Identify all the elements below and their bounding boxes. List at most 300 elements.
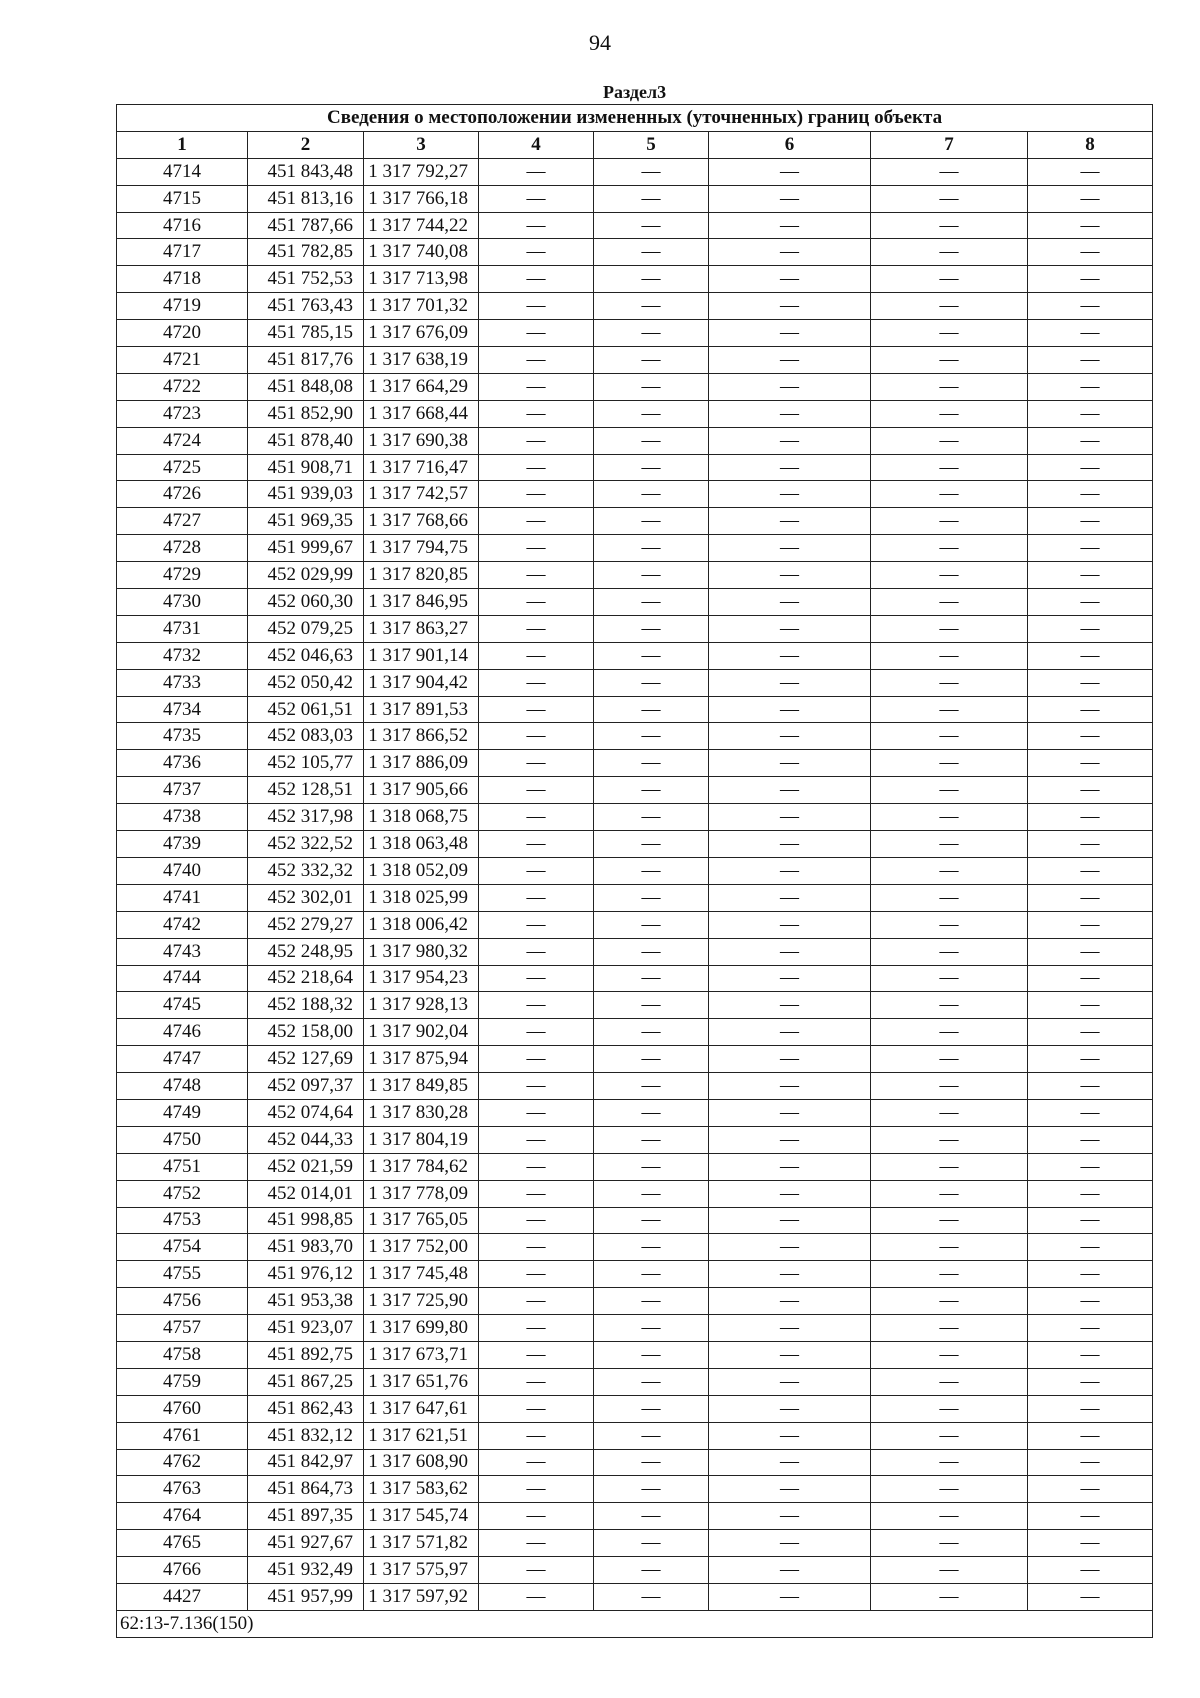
empty-dash-cell: —: [709, 1368, 871, 1395]
empty-dash-cell: —: [594, 158, 709, 185]
y-coordinate-cell: 1 317 830,28: [364, 1099, 479, 1126]
empty-dash-cell: —: [479, 508, 594, 535]
empty-dash-cell: —: [871, 400, 1028, 427]
empty-dash-cell: —: [871, 1207, 1028, 1234]
table-row: [117, 911, 1153, 938]
y-coordinate-cell: 1 317 792,27: [364, 158, 479, 185]
empty-dash-cell: —: [594, 615, 709, 642]
y-coordinate-cell: 1 317 638,19: [364, 347, 479, 374]
empty-dash-cell: —: [871, 1557, 1028, 1584]
y-coordinate-cell: 1 317 725,90: [364, 1288, 479, 1315]
empty-dash-cell: —: [709, 1341, 871, 1368]
table-row: [117, 1180, 1153, 1207]
point-number-cell: 4722: [117, 373, 248, 400]
empty-dash-cell: —: [479, 1449, 594, 1476]
empty-dash-cell: —: [871, 1234, 1028, 1261]
point-number-cell: 4737: [117, 777, 248, 804]
x-coordinate-cell: 452 061,51: [248, 696, 364, 723]
empty-dash-cell: —: [479, 1395, 594, 1422]
column-header: 2: [248, 131, 364, 158]
y-coordinate-cell: 1 318 068,75: [364, 804, 479, 831]
table-row: [117, 696, 1153, 723]
x-coordinate-cell: 451 832,12: [248, 1422, 364, 1449]
empty-dash-cell: —: [709, 1153, 871, 1180]
point-number-cell: 4764: [117, 1503, 248, 1530]
x-coordinate-cell: 452 014,01: [248, 1180, 364, 1207]
empty-dash-cell: —: [871, 212, 1028, 239]
table-row: [117, 185, 1153, 212]
point-number-cell: 4735: [117, 723, 248, 750]
y-coordinate-cell: 1 317 866,52: [364, 723, 479, 750]
table-row: [117, 212, 1153, 239]
empty-dash-cell: —: [479, 857, 594, 884]
empty-dash-cell: —: [479, 185, 594, 212]
empty-dash-cell: —: [871, 750, 1028, 777]
empty-dash-cell: —: [871, 1530, 1028, 1557]
empty-dash-cell: —: [479, 777, 594, 804]
empty-dash-cell: —: [1028, 723, 1153, 750]
empty-dash-cell: —: [1028, 669, 1153, 696]
column-header: 7: [871, 131, 1028, 158]
empty-dash-cell: —: [871, 1449, 1028, 1476]
point-number-cell: 4755: [117, 1261, 248, 1288]
empty-dash-cell: —: [479, 481, 594, 508]
x-coordinate-cell: 451 864,73: [248, 1476, 364, 1503]
empty-dash-cell: —: [1028, 750, 1153, 777]
x-coordinate-cell: 452 083,03: [248, 723, 364, 750]
empty-dash-cell: —: [479, 696, 594, 723]
empty-dash-cell: —: [1028, 508, 1153, 535]
point-number-cell: 4730: [117, 589, 248, 616]
x-coordinate-cell: 451 953,38: [248, 1288, 364, 1315]
empty-dash-cell: —: [479, 239, 594, 266]
empty-dash-cell: —: [479, 347, 594, 374]
point-number-cell: 4746: [117, 1019, 248, 1046]
table-row: [117, 293, 1153, 320]
table-row: [117, 373, 1153, 400]
empty-dash-cell: —: [479, 1046, 594, 1073]
empty-dash-cell: —: [1028, 1583, 1153, 1610]
empty-dash-cell: —: [594, 347, 709, 374]
empty-dash-cell: —: [594, 831, 709, 858]
empty-dash-cell: —: [709, 239, 871, 266]
table-row: [117, 1207, 1153, 1234]
y-coordinate-cell: 1 317 766,18: [364, 185, 479, 212]
empty-dash-cell: —: [1028, 400, 1153, 427]
empty-dash-cell: —: [594, 1476, 709, 1503]
empty-dash-cell: —: [709, 723, 871, 750]
empty-dash-cell: —: [479, 669, 594, 696]
empty-dash-cell: —: [871, 1341, 1028, 1368]
empty-dash-cell: —: [594, 239, 709, 266]
table-row: [117, 481, 1153, 508]
empty-dash-cell: —: [709, 938, 871, 965]
empty-dash-cell: —: [1028, 589, 1153, 616]
point-number-cell: 4723: [117, 400, 248, 427]
empty-dash-cell: —: [709, 615, 871, 642]
x-coordinate-cell: 451 998,85: [248, 1207, 364, 1234]
empty-dash-cell: —: [594, 857, 709, 884]
empty-dash-cell: —: [871, 669, 1028, 696]
table-row: [117, 1126, 1153, 1153]
y-coordinate-cell: 1 317 954,23: [364, 965, 479, 992]
y-coordinate-cell: 1 317 668,44: [364, 400, 479, 427]
x-coordinate-cell: 452 060,30: [248, 589, 364, 616]
table-row: [117, 266, 1153, 293]
empty-dash-cell: —: [594, 1368, 709, 1395]
empty-dash-cell: —: [871, 347, 1028, 374]
empty-dash-cell: —: [709, 481, 871, 508]
y-coordinate-cell: 1 317 794,75: [364, 535, 479, 562]
y-coordinate-cell: 1 317 784,62: [364, 1153, 479, 1180]
point-number-cell: 4754: [117, 1234, 248, 1261]
empty-dash-cell: —: [871, 1583, 1028, 1610]
empty-dash-cell: —: [709, 1019, 871, 1046]
point-number-cell: 4720: [117, 320, 248, 347]
empty-dash-cell: —: [871, 938, 1028, 965]
empty-dash-cell: —: [479, 427, 594, 454]
table-row: [117, 938, 1153, 965]
point-number-cell: 4748: [117, 1073, 248, 1100]
empty-dash-cell: —: [1028, 804, 1153, 831]
empty-dash-cell: —: [709, 1180, 871, 1207]
table-row: [117, 1449, 1153, 1476]
point-number-cell: 4739: [117, 831, 248, 858]
table-row: [117, 1583, 1153, 1610]
empty-dash-cell: —: [1028, 293, 1153, 320]
empty-dash-cell: —: [871, 1261, 1028, 1288]
y-coordinate-cell: 1 317 647,61: [364, 1395, 479, 1422]
x-coordinate-cell: 451 842,97: [248, 1449, 364, 1476]
empty-dash-cell: —: [709, 562, 871, 589]
empty-dash-cell: —: [479, 1422, 594, 1449]
y-coordinate-cell: 1 317 740,08: [364, 239, 479, 266]
empty-dash-cell: —: [594, 1099, 709, 1126]
empty-dash-cell: —: [594, 1180, 709, 1207]
empty-dash-cell: —: [871, 508, 1028, 535]
y-coordinate-cell: 1 317 583,62: [364, 1476, 479, 1503]
table-row: [117, 427, 1153, 454]
empty-dash-cell: —: [709, 158, 871, 185]
empty-dash-cell: —: [594, 1583, 709, 1610]
empty-dash-cell: —: [871, 562, 1028, 589]
point-number-cell: 4427: [117, 1583, 248, 1610]
empty-dash-cell: —: [709, 831, 871, 858]
empty-dash-cell: —: [709, 1234, 871, 1261]
empty-dash-cell: —: [594, 1503, 709, 1530]
column-header: 4: [479, 131, 594, 158]
empty-dash-cell: —: [709, 1530, 871, 1557]
x-coordinate-cell: 452 218,64: [248, 965, 364, 992]
empty-dash-cell: —: [871, 1073, 1028, 1100]
empty-dash-cell: —: [1028, 1126, 1153, 1153]
empty-dash-cell: —: [709, 347, 871, 374]
point-number-cell: 4749: [117, 1099, 248, 1126]
x-coordinate-cell: 452 021,59: [248, 1153, 364, 1180]
empty-dash-cell: —: [709, 1395, 871, 1422]
y-coordinate-cell: 1 317 608,90: [364, 1449, 479, 1476]
empty-dash-cell: —: [1028, 938, 1153, 965]
empty-dash-cell: —: [594, 1422, 709, 1449]
y-coordinate-cell: 1 317 846,95: [364, 589, 479, 616]
empty-dash-cell: —: [1028, 1153, 1153, 1180]
empty-dash-cell: —: [709, 589, 871, 616]
empty-dash-cell: —: [1028, 1046, 1153, 1073]
empty-dash-cell: —: [594, 723, 709, 750]
y-coordinate-cell: 1 318 063,48: [364, 831, 479, 858]
point-number-cell: 4750: [117, 1126, 248, 1153]
empty-dash-cell: —: [594, 293, 709, 320]
empty-dash-cell: —: [871, 266, 1028, 293]
empty-dash-cell: —: [479, 535, 594, 562]
empty-dash-cell: —: [479, 212, 594, 239]
empty-dash-cell: —: [709, 1449, 871, 1476]
y-coordinate-cell: 1 317 713,98: [364, 266, 479, 293]
y-coordinate-cell: 1 317 545,74: [364, 1503, 479, 1530]
point-number-cell: 4745: [117, 992, 248, 1019]
empty-dash-cell: —: [594, 427, 709, 454]
table-row: [117, 615, 1153, 642]
y-coordinate-cell: 1 317 768,66: [364, 508, 479, 535]
empty-dash-cell: —: [871, 1503, 1028, 1530]
table-row: [117, 1557, 1153, 1584]
empty-dash-cell: —: [1028, 1207, 1153, 1234]
empty-dash-cell: —: [594, 212, 709, 239]
y-coordinate-cell: 1 317 765,05: [364, 1207, 479, 1234]
empty-dash-cell: —: [479, 1099, 594, 1126]
table-row: [117, 669, 1153, 696]
x-coordinate-cell: 451 969,35: [248, 508, 364, 535]
table-row: [117, 589, 1153, 616]
point-number-cell: 4742: [117, 911, 248, 938]
y-coordinate-cell: 1 317 571,82: [364, 1530, 479, 1557]
empty-dash-cell: —: [594, 1315, 709, 1342]
boundary-coordinates-table: [116, 80, 1153, 1638]
empty-dash-cell: —: [1028, 158, 1153, 185]
table-row: [117, 1153, 1153, 1180]
point-number-cell: 4728: [117, 535, 248, 562]
empty-dash-cell: —: [871, 723, 1028, 750]
x-coordinate-cell: 452 046,63: [248, 642, 364, 669]
point-number-cell: 4752: [117, 1180, 248, 1207]
y-coordinate-cell: 1 318 006,42: [364, 911, 479, 938]
empty-dash-cell: —: [871, 642, 1028, 669]
empty-dash-cell: —: [1028, 266, 1153, 293]
y-coordinate-cell: 1 317 673,71: [364, 1341, 479, 1368]
empty-dash-cell: —: [871, 1153, 1028, 1180]
empty-dash-cell: —: [709, 373, 871, 400]
empty-dash-cell: —: [709, 992, 871, 1019]
y-coordinate-cell: 1 317 575,97: [364, 1557, 479, 1584]
empty-dash-cell: —: [479, 831, 594, 858]
x-coordinate-cell: 451 939,03: [248, 481, 364, 508]
empty-dash-cell: —: [479, 400, 594, 427]
table-row: [117, 804, 1153, 831]
column-header: 5: [594, 131, 709, 158]
table-row: [117, 1288, 1153, 1315]
empty-dash-cell: —: [479, 1530, 594, 1557]
empty-dash-cell: —: [479, 992, 594, 1019]
point-number-cell: 4714: [117, 158, 248, 185]
empty-dash-cell: —: [709, 293, 871, 320]
footer-code: 62:13-7.136(150): [117, 1610, 1153, 1637]
empty-dash-cell: —: [594, 669, 709, 696]
y-coordinate-cell: 1 317 902,04: [364, 1019, 479, 1046]
point-number-cell: 4753: [117, 1207, 248, 1234]
table-row: [117, 750, 1153, 777]
empty-dash-cell: —: [594, 696, 709, 723]
empty-dash-cell: —: [1028, 642, 1153, 669]
y-coordinate-cell: 1 317 742,57: [364, 481, 479, 508]
empty-dash-cell: —: [1028, 373, 1153, 400]
empty-dash-cell: —: [871, 804, 1028, 831]
table-row: [117, 1234, 1153, 1261]
table-row: [117, 1019, 1153, 1046]
empty-dash-cell: —: [709, 1073, 871, 1100]
empty-dash-cell: —: [594, 1207, 709, 1234]
table-row: [117, 1099, 1153, 1126]
empty-dash-cell: —: [709, 1126, 871, 1153]
x-coordinate-cell: 452 044,33: [248, 1126, 364, 1153]
x-coordinate-cell: 452 105,77: [248, 750, 364, 777]
empty-dash-cell: —: [1028, 320, 1153, 347]
point-number-cell: 4727: [117, 508, 248, 535]
empty-dash-cell: —: [594, 1019, 709, 1046]
empty-dash-cell: —: [709, 884, 871, 911]
table-row: [117, 508, 1153, 535]
empty-dash-cell: —: [479, 615, 594, 642]
empty-dash-cell: —: [709, 642, 871, 669]
column-header: 6: [709, 131, 871, 158]
x-coordinate-cell: 451 785,15: [248, 320, 364, 347]
table-row: [117, 320, 1153, 347]
empty-dash-cell: —: [479, 1019, 594, 1046]
empty-dash-cell: —: [479, 320, 594, 347]
empty-dash-cell: —: [479, 1180, 594, 1207]
y-coordinate-cell: 1 317 699,80: [364, 1315, 479, 1342]
x-coordinate-cell: 452 322,52: [248, 831, 364, 858]
column-header: 1: [117, 131, 248, 158]
point-number-cell: 4758: [117, 1341, 248, 1368]
empty-dash-cell: —: [479, 642, 594, 669]
empty-dash-cell: —: [1028, 1019, 1153, 1046]
empty-dash-cell: —: [1028, 831, 1153, 858]
x-coordinate-cell: 452 128,51: [248, 777, 364, 804]
x-coordinate-cell: 451 932,49: [248, 1557, 364, 1584]
point-number-cell: 4759: [117, 1368, 248, 1395]
empty-dash-cell: —: [1028, 1368, 1153, 1395]
x-coordinate-cell: 452 029,99: [248, 562, 364, 589]
x-coordinate-cell: 451 897,35: [248, 1503, 364, 1530]
empty-dash-cell: —: [871, 1315, 1028, 1342]
empty-dash-cell: —: [871, 777, 1028, 804]
empty-dash-cell: —: [871, 373, 1028, 400]
empty-dash-cell: —: [594, 373, 709, 400]
empty-dash-cell: —: [479, 884, 594, 911]
point-number-cell: 4729: [117, 562, 248, 589]
empty-dash-cell: —: [594, 508, 709, 535]
y-coordinate-cell: 1 317 804,19: [364, 1126, 479, 1153]
empty-dash-cell: —: [1028, 884, 1153, 911]
empty-dash-cell: —: [1028, 1557, 1153, 1584]
x-coordinate-cell: 451 752,53: [248, 266, 364, 293]
empty-dash-cell: —: [594, 1073, 709, 1100]
table-row: [117, 723, 1153, 750]
x-coordinate-cell: 451 983,70: [248, 1234, 364, 1261]
empty-dash-cell: —: [479, 562, 594, 589]
empty-dash-cell: —: [709, 320, 871, 347]
empty-dash-cell: —: [1028, 965, 1153, 992]
empty-dash-cell: —: [594, 589, 709, 616]
y-coordinate-cell: 1 317 980,32: [364, 938, 479, 965]
empty-dash-cell: —: [871, 320, 1028, 347]
point-number-cell: 4719: [117, 293, 248, 320]
x-coordinate-cell: 451 763,43: [248, 293, 364, 320]
empty-dash-cell: —: [1028, 1503, 1153, 1530]
empty-dash-cell: —: [1028, 992, 1153, 1019]
empty-dash-cell: —: [1028, 1422, 1153, 1449]
empty-dash-cell: —: [709, 427, 871, 454]
empty-dash-cell: —: [871, 589, 1028, 616]
empty-dash-cell: —: [594, 804, 709, 831]
empty-dash-cell: —: [871, 427, 1028, 454]
point-number-cell: 4736: [117, 750, 248, 777]
empty-dash-cell: —: [1028, 1341, 1153, 1368]
empty-dash-cell: —: [479, 373, 594, 400]
empty-dash-cell: —: [709, 1099, 871, 1126]
empty-dash-cell: —: [479, 1126, 594, 1153]
y-coordinate-cell: 1 317 664,29: [364, 373, 479, 400]
y-coordinate-cell: 1 317 820,85: [364, 562, 479, 589]
empty-dash-cell: —: [479, 1073, 594, 1100]
empty-dash-cell: —: [479, 1368, 594, 1395]
table-row: [117, 400, 1153, 427]
empty-dash-cell: —: [1028, 1315, 1153, 1342]
empty-dash-cell: —: [594, 1530, 709, 1557]
empty-dash-cell: —: [479, 1557, 594, 1584]
y-coordinate-cell: 1 317 875,94: [364, 1046, 479, 1073]
point-number-cell: 4725: [117, 454, 248, 481]
empty-dash-cell: —: [479, 723, 594, 750]
empty-dash-cell: —: [871, 1126, 1028, 1153]
empty-dash-cell: —: [709, 185, 871, 212]
x-coordinate-cell: 452 050,42: [248, 669, 364, 696]
empty-dash-cell: —: [594, 562, 709, 589]
empty-dash-cell: —: [709, 1557, 871, 1584]
point-number-cell: 4756: [117, 1288, 248, 1315]
x-coordinate-cell: 451 852,90: [248, 400, 364, 427]
y-coordinate-cell: 1 317 905,66: [364, 777, 479, 804]
y-coordinate-cell: 1 317 745,48: [364, 1261, 479, 1288]
point-number-cell: 4721: [117, 347, 248, 374]
empty-dash-cell: —: [594, 1288, 709, 1315]
x-coordinate-cell: 451 878,40: [248, 427, 364, 454]
table-row: [117, 562, 1153, 589]
empty-dash-cell: —: [871, 696, 1028, 723]
empty-dash-cell: —: [709, 1476, 871, 1503]
empty-dash-cell: —: [594, 1395, 709, 1422]
empty-dash-cell: —: [709, 696, 871, 723]
y-coordinate-cell: 1 317 901,14: [364, 642, 479, 669]
empty-dash-cell: —: [709, 1422, 871, 1449]
empty-dash-cell: —: [479, 293, 594, 320]
empty-dash-cell: —: [594, 1126, 709, 1153]
empty-dash-cell: —: [594, 1046, 709, 1073]
point-number-cell: 4744: [117, 965, 248, 992]
empty-dash-cell: —: [871, 535, 1028, 562]
empty-dash-cell: —: [594, 992, 709, 1019]
empty-dash-cell: —: [1028, 427, 1153, 454]
